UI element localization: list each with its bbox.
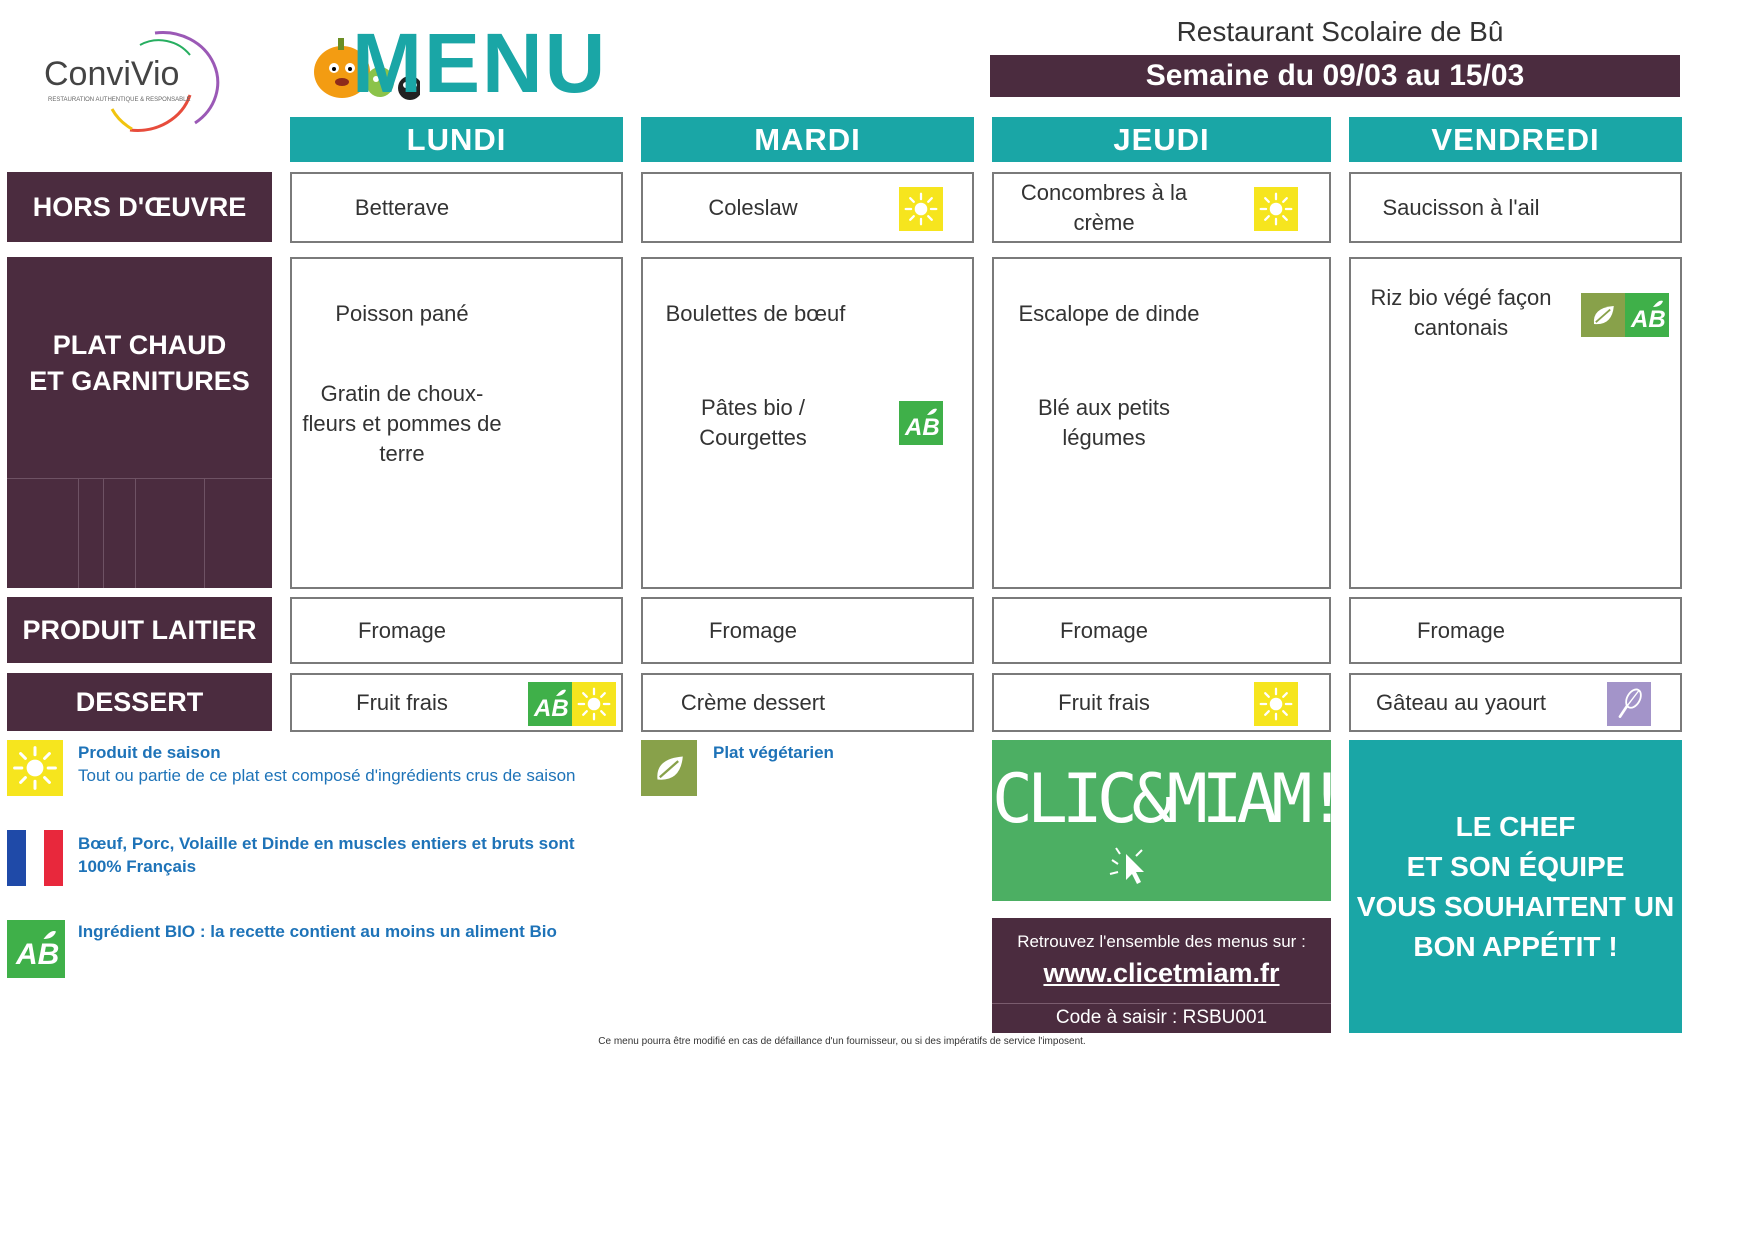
day-header-lundi: LUNDI [290,117,623,162]
day-header-vendredi: VENDREDI [1349,117,1682,162]
sun-icon [1254,187,1298,231]
menu-title-text: MENU [352,16,608,110]
clicmiam-logo-text: CLIC&MIAM! [992,760,1342,839]
cell-mardi-hors [641,172,974,243]
dish-text: Saucisson à l'ail [1382,195,1540,220]
row-label-plat-chaud [7,257,272,588]
convivio-logo [40,25,220,135]
dish-text: Riz bio végé façon cantonais [1370,285,1552,340]
clicmiam-info-panel [992,918,1331,1033]
ab-bio-icon [1625,293,1669,337]
day-header-mardi: MARDI [641,117,974,162]
french-flag-icon [7,830,63,886]
dish-text: Crème dessert [680,690,826,715]
garniture-text: Blé aux petits légumes [1037,395,1171,450]
cell-lundi-dessert [290,673,623,732]
chef-line-1: LE CHEF [1455,810,1576,842]
ab-bio-icon [7,920,65,978]
clicmiam-logo-panel[interactable] [992,740,1342,901]
day-header-jeudi: JEUDI [992,117,1331,162]
garniture-text: Gratin de choux-fleurs et pommes de terre [302,381,502,466]
dish-text: Fromage [357,618,447,643]
clicmiam-retrouvez: Retrouvez l'ensemble des menus sur : [1017,932,1306,951]
cell-mardi-dessert [641,673,974,732]
cell-mardi-laitier [641,597,974,664]
week-banner [990,55,1680,97]
chef-line-4: BON APPÉTIT ! [1413,930,1618,962]
cell-vendredi-plat [1349,257,1682,589]
cell-vendredi-dessert [1349,673,1682,732]
dish-text: Gâteau au yaourt [1375,690,1546,715]
logo-name: ConviVio [44,55,180,93]
dish-text: Fruit frais [356,690,448,715]
plat-chaud-line-2: ET GARNITURES [29,366,250,396]
ab-bio-icon [528,682,572,726]
cell-lundi-plat [290,257,623,589]
legend-saison-text: Tout ou partie de ce plat est composé d'ingrédients crus de saison [78,766,576,785]
plat-chaud-line-1: PLAT CHAUD [52,330,227,360]
dish-text: Concombres à la crème [1020,180,1188,235]
sun-icon [572,682,616,726]
restaurant-name: Restaurant Scolaire de Bû [1176,16,1504,47]
week-text: Semaine du 09/03 au 15/03 [1145,59,1525,92]
divider [992,1003,1331,1004]
divider [78,478,79,588]
legend-viande-text: Bœuf, Porc, Volaille et Dinde en muscles entiers et bruts sont 100% Français [78,834,575,876]
footer-note: Ce menu pourra être modifié en cas de défaillance d'un fournisseur, ou si des impératifs de service l'imposent. [598,1036,1086,1047]
row-label-hors-doeuvre: HORS D'ŒUVRE [7,172,272,242]
cell-jeudi-plat [992,257,1331,589]
dish-text: Fromage [1059,618,1149,643]
clicmiam-url-link[interactable]: www.clicetmiam.fr [1043,958,1280,988]
whisk-icon [1607,682,1651,726]
sun-icon [7,740,63,796]
sun-icon [1254,682,1298,726]
cursor-icon [1102,840,1152,890]
divider [7,478,272,479]
cell-vendredi-hors [1349,172,1682,243]
logo-tagline: RESTAURATION AUTHENTIQUE & RESPONSABLE [48,97,191,103]
dish-text: Fruit frais [1058,690,1150,715]
row-label-dessert: DESSERT [7,673,272,731]
cell-jeudi-dessert [992,673,1331,732]
chef-message-panel [1349,740,1682,1033]
divider [135,478,136,588]
garniture-text: Pâtes bio / Courgettes [699,395,807,450]
dish-text: Poisson pané [335,301,469,326]
dish-text: Boulettes de bœuf [665,301,846,326]
divider [103,478,104,588]
cell-jeudi-laitier [992,597,1331,664]
ab-bio-icon [899,401,943,445]
row-label-produit-laitier: PRODUIT LAITIER [7,597,272,663]
leaf-icon [641,740,697,796]
dish-text: Coleslaw [708,195,798,220]
plat-chaud-label [7,327,272,399]
divider [204,478,205,588]
cell-lundi-laitier [290,597,623,664]
dish-text: Fromage [1416,618,1506,643]
dish-text: Fromage [708,618,798,643]
menu-title [310,18,610,108]
legend-saison-title: Produit de saison [78,743,221,762]
dish-text: Betterave [354,195,450,220]
chef-line-3: VOUS SOUHAITENT UN [1356,890,1675,922]
dish-text: Escalope de dinde [1018,301,1200,326]
chef-line-2: ET SON ÉQUIPE [1406,850,1625,882]
cell-jeudi-hors [992,172,1331,243]
cell-lundi-hors [290,172,623,243]
cell-mardi-plat [641,257,974,589]
clicmiam-code: Code à saisir : RSBU001 [1055,1007,1268,1028]
legend-bio-text: Ingrédient BIO : la recette contient au moins un aliment Bio [78,922,557,941]
legend-vege-title: Plat végétarien [713,743,834,762]
cell-vendredi-laitier [1349,597,1682,664]
sun-icon [899,187,943,231]
leaf-icon [1581,293,1625,337]
